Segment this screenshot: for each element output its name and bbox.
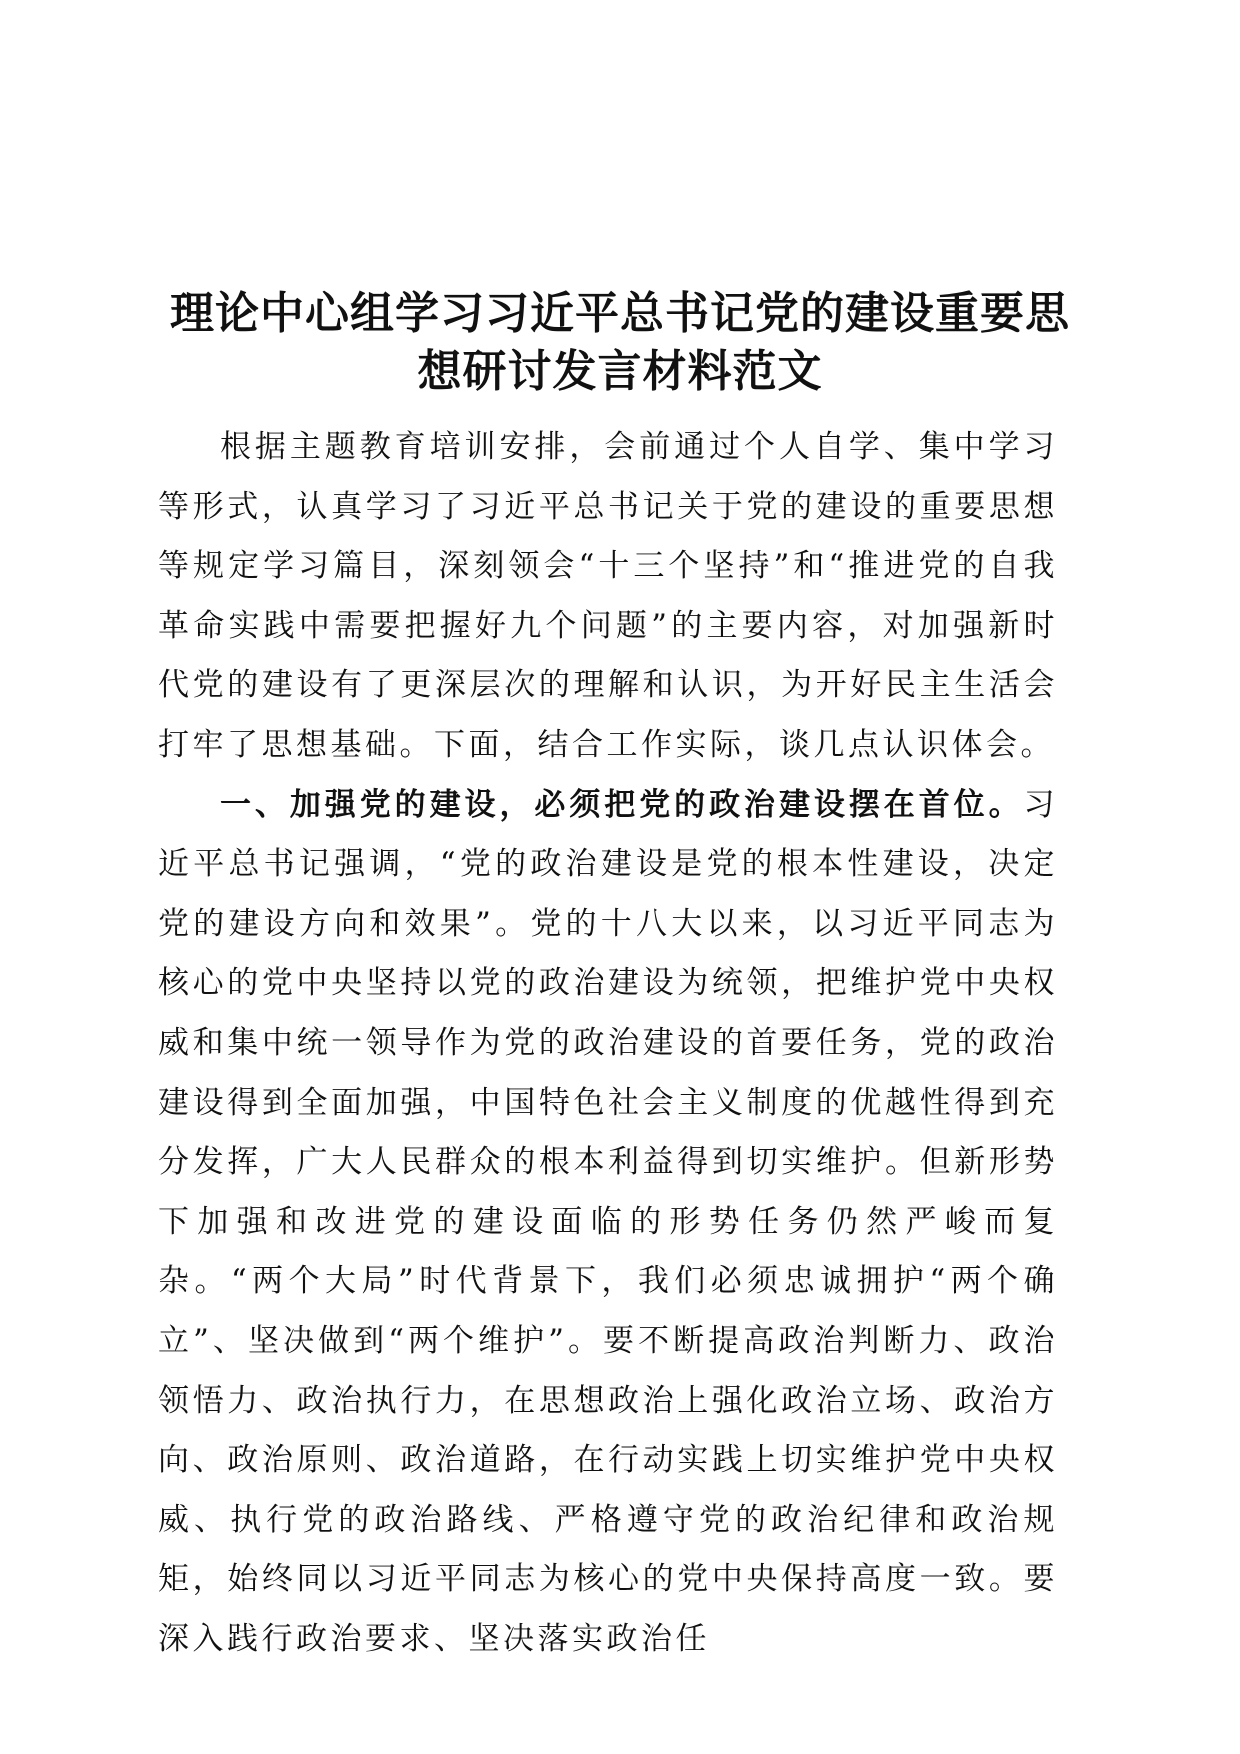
section-1-heading: 一、加强党的建设，必须把党的政治建设摆在首位。 xyxy=(220,786,1024,823)
intro-paragraph: 根据主题教育培训安排，会前通过个人自学、集中学习等形式，认真学习了习近平总书记关于党的建设的重要思想等规定学习篇目，深刻领会“十三个坚持”和“推进党的自我革命实践中需要把握好九个问题”的主要内容，对加强新时代党的建设有了更深层次的理解和认识，为开好民主生活会打牢了思想基础。下面，结合工作实际，谈几点认识体会。 xyxy=(158,429,1058,763)
document-body xyxy=(158,418,1058,1669)
section-1-paragraph xyxy=(158,776,1058,1670)
section-1-text: 习近平总书记强调，“党的政治建设是党的根本性建设，决定党的建设方向和效果”。党的十八大以来，以习近平同志为核心的党中央坚持以党的政治建设为统领，把维护党中央权威和集中统一领导作为党的政治建设的首要任务，党的政治建设得到全面加强，中国特色社会主义制度的优越性得到充分发挥，广大人民群众的根本利益得到切实维护。但新形势下加强和改进党的建设面临的形势任务仍然严峻而复杂。“两个大局”时代背景下，我们必须忠诚拥护“两个确立”、坚决做到“两个维护”。要不断提高政治判断力、政治领悟力、政治执行力，在思想政治上强化政治立场、政治方向、政治原则、政治道路，在行动实践上切实维护党中央权威、执行党的政治路线、严格遵守党的政治纪律和政治规矩，始终同以习近平同志为核心的党中央保持高度一致。要深入践行政治要求、坚决落实政治任 xyxy=(158,786,1058,1657)
document-title: 理论中心组学习习近平总书记党的建设重要思想研讨发言材料范文 xyxy=(170,288,1070,398)
